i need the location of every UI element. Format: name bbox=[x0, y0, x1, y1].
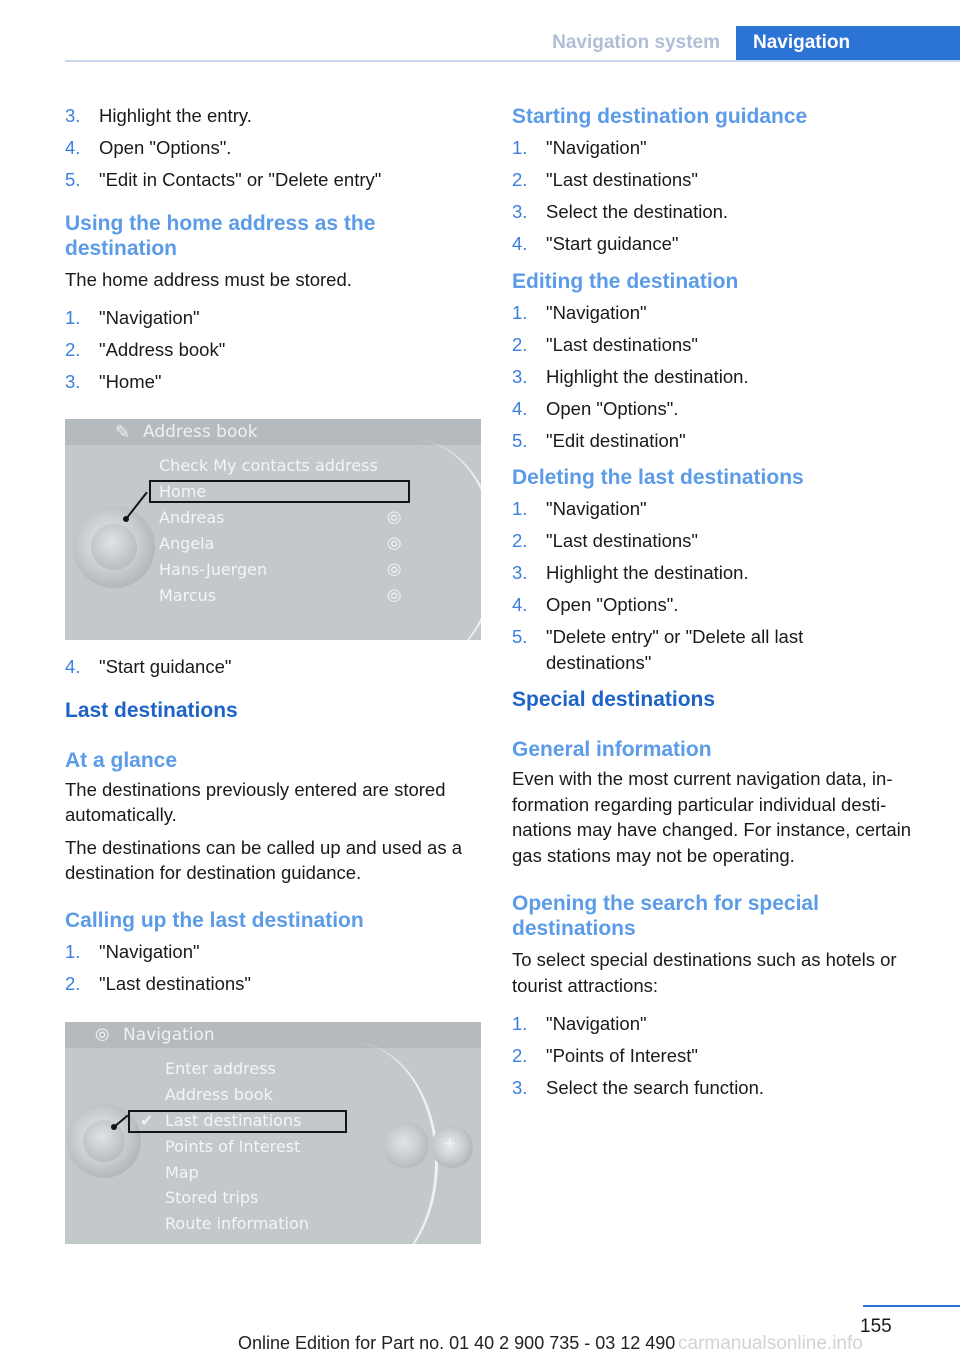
step-number: 3. bbox=[512, 1077, 528, 1098]
step-number: 1. bbox=[65, 307, 81, 328]
editing-destination-heading: Editing the destination bbox=[512, 269, 739, 293]
step-text: Highlight the destination. bbox=[546, 365, 749, 387]
list-item bbox=[65, 337, 485, 363]
step-text: "Address book" bbox=[99, 339, 226, 360]
step-number: 4. bbox=[512, 233, 528, 254]
step-text: Highlight the entry. bbox=[99, 105, 252, 126]
deleting-destinations-heading: Deleting the last destinations bbox=[512, 466, 804, 489]
address-book-screenshot bbox=[65, 419, 481, 640]
steps-list bbox=[65, 654, 485, 680]
step-number: 3. bbox=[65, 371, 81, 392]
menu-item: Check My contacts address bbox=[159, 456, 378, 475]
watermark: carmanualsonline.info bbox=[678, 1333, 863, 1354]
step-text: Select the destination. bbox=[546, 201, 729, 222]
steps-list bbox=[512, 135, 932, 257]
screen-title: Address book bbox=[143, 422, 258, 442]
navigation-icon: ⦾ bbox=[387, 586, 402, 606]
calling-up-heading: Calling up the last destination bbox=[65, 908, 364, 932]
step-number: 2. bbox=[65, 339, 81, 360]
menu-item: Stored trips bbox=[165, 1188, 259, 1207]
opening-search-heading: Opening the search for special destinations bbox=[512, 892, 819, 940]
list-item bbox=[512, 528, 932, 554]
list-item bbox=[512, 428, 932, 454]
controller-center-icon bbox=[83, 1120, 125, 1162]
step-text: "Start guidance" bbox=[546, 233, 679, 254]
step-text: "Navigation" bbox=[99, 307, 200, 328]
step-number: 4. bbox=[512, 594, 528, 615]
step-text: "Delete entry" or "Delete all last destinations" bbox=[546, 626, 804, 673]
header-chapter-tab: Navigation bbox=[736, 26, 960, 62]
right-column bbox=[512, 100, 932, 1107]
header-rule bbox=[65, 60, 960, 62]
step-text: "Edit destination" bbox=[546, 429, 686, 451]
list-item bbox=[512, 496, 932, 522]
step-number: 2. bbox=[512, 169, 528, 190]
step-number: 3. bbox=[512, 201, 528, 222]
steps-list bbox=[65, 103, 485, 193]
step-text: "Home" bbox=[99, 371, 162, 392]
list-item bbox=[65, 305, 485, 331]
list-item bbox=[65, 369, 485, 395]
glance-paragraph-1: The destinations previously entered are stored automatically. bbox=[65, 778, 446, 825]
steps-list bbox=[512, 300, 932, 454]
plus-glyph-icon: + bbox=[444, 1133, 456, 1155]
step-text: "Navigation" bbox=[546, 1013, 647, 1034]
menu-item: Marcus bbox=[159, 586, 217, 605]
step-number: 1. bbox=[512, 137, 528, 158]
step-number: 2. bbox=[512, 333, 528, 355]
controller-center-icon bbox=[91, 524, 137, 570]
glance-paragraph-2: The destinations can be called up and used as a destination for destination guidance. bbox=[65, 836, 463, 883]
left-column-lower bbox=[65, 654, 485, 1003]
list-item bbox=[512, 592, 932, 618]
footer-rule bbox=[863, 1305, 960, 1307]
list-item bbox=[512, 1011, 932, 1037]
step-number: 4. bbox=[65, 137, 81, 158]
list-item bbox=[512, 560, 932, 586]
list-item bbox=[512, 1075, 932, 1101]
menu-item: Hans-Juergen bbox=[159, 560, 268, 579]
list-item bbox=[65, 103, 485, 129]
menu-item: Map bbox=[165, 1163, 199, 1182]
step-number: 1. bbox=[512, 1013, 528, 1034]
screen-title: Navigation bbox=[123, 1025, 215, 1045]
step-text: "Last destinations" bbox=[99, 972, 251, 994]
navigation-icon: ⦾ bbox=[387, 508, 402, 528]
general-information-text: Even with the most current navigation data, information regarding particular individual destinations may have changed. For instance, certain gas stations may not be operating. bbox=[512, 768, 912, 866]
step-number: 5. bbox=[512, 626, 528, 647]
list-item bbox=[512, 624, 846, 675]
step-number: 2. bbox=[65, 972, 81, 994]
step-text: Select the search function. bbox=[546, 1077, 765, 1098]
destination-icon bbox=[383, 1122, 429, 1168]
last-destinations-heading: Last destinations bbox=[65, 698, 238, 722]
list-item bbox=[65, 971, 485, 997]
step-text: "Start guidance" bbox=[99, 656, 232, 677]
menu-item: Enter address bbox=[165, 1059, 276, 1078]
opening-search-text: To select special destinations such as hotels or tourist attractions: bbox=[512, 949, 897, 996]
menu-item-selected: Home bbox=[159, 482, 207, 501]
menu-item: Route information bbox=[165, 1214, 309, 1233]
step-text: "Points of Interest" bbox=[546, 1045, 698, 1066]
step-text: Open "Options". bbox=[546, 397, 679, 419]
list-item bbox=[512, 1043, 932, 1069]
list-item bbox=[65, 939, 485, 965]
step-number: 3. bbox=[512, 365, 528, 387]
list-item bbox=[512, 396, 932, 422]
step-text: Open "Options". bbox=[99, 137, 232, 158]
step-number: 1. bbox=[512, 301, 528, 323]
steps-list bbox=[65, 939, 485, 997]
page-number: 155 bbox=[860, 1316, 892, 1337]
list-item bbox=[512, 199, 932, 225]
menu-item: Angela bbox=[159, 534, 215, 553]
step-number: 1. bbox=[65, 940, 81, 962]
step-number: 4. bbox=[65, 656, 81, 677]
list-item bbox=[512, 135, 932, 161]
list-item bbox=[512, 364, 932, 390]
left-column bbox=[65, 100, 485, 401]
special-destinations-heading: Special destinations bbox=[512, 688, 716, 711]
navigation-icon: ⦾ bbox=[95, 1025, 110, 1045]
address-book-icon: ✎ bbox=[115, 422, 131, 442]
at-a-glance-heading: At a glance bbox=[65, 748, 178, 772]
list-item bbox=[65, 654, 485, 680]
step-number: 4. bbox=[512, 397, 528, 419]
menu-item-selected: Last destinations bbox=[165, 1111, 302, 1130]
list-item bbox=[512, 231, 932, 257]
home-address-text: The home address must be stored. bbox=[65, 268, 352, 290]
edition-note: Online Edition for Part no. 01 40 2 900 735 - 03 12 490 bbox=[238, 1333, 676, 1353]
navigation-menu-screenshot bbox=[65, 1022, 481, 1244]
list-item bbox=[65, 135, 485, 161]
step-number: 5. bbox=[512, 429, 528, 451]
step-number: 3. bbox=[512, 562, 528, 583]
menu-item: Address book bbox=[165, 1085, 273, 1104]
general-information-heading: General information bbox=[512, 738, 712, 761]
steps-list bbox=[512, 1011, 932, 1101]
menu-item: Andreas bbox=[159, 508, 225, 527]
step-text: "Last destinations" bbox=[546, 169, 698, 190]
list-item bbox=[65, 167, 485, 193]
step-text: "Navigation" bbox=[99, 940, 200, 962]
step-text: Open "Options". bbox=[546, 594, 679, 615]
navigation-icon: ⦾ bbox=[387, 560, 402, 580]
menu-item: Points of Interest bbox=[165, 1137, 301, 1156]
step-text: "Last destinations" bbox=[546, 530, 698, 551]
step-number: 2. bbox=[512, 1045, 528, 1066]
step-text: "Edit in Contacts" or "Delete entry" bbox=[99, 169, 382, 190]
header-section-title: Navigation system bbox=[552, 32, 720, 53]
list-item bbox=[512, 300, 932, 326]
step-number: 2. bbox=[512, 530, 528, 551]
steps-list bbox=[65, 305, 485, 395]
step-number: 1. bbox=[512, 498, 528, 519]
list-item bbox=[512, 332, 932, 358]
starting-guidance-heading: Starting destination guidance bbox=[512, 105, 808, 128]
navigation-icon: ⦾ bbox=[387, 534, 402, 554]
step-text: "Navigation" bbox=[546, 137, 647, 158]
checkmark-icon: ✔ bbox=[140, 1113, 154, 1130]
home-address-heading: Using the home address as the destination bbox=[65, 211, 376, 260]
step-text: "Last destinations" bbox=[546, 333, 698, 355]
step-text: "Navigation" bbox=[546, 498, 647, 519]
step-text: Highlight the destination. bbox=[546, 562, 749, 583]
step-text: "Navigation" bbox=[546, 301, 647, 323]
steps-list bbox=[512, 496, 932, 675]
step-number: 5. bbox=[65, 169, 81, 190]
step-number: 3. bbox=[65, 105, 81, 126]
list-item bbox=[512, 167, 932, 193]
